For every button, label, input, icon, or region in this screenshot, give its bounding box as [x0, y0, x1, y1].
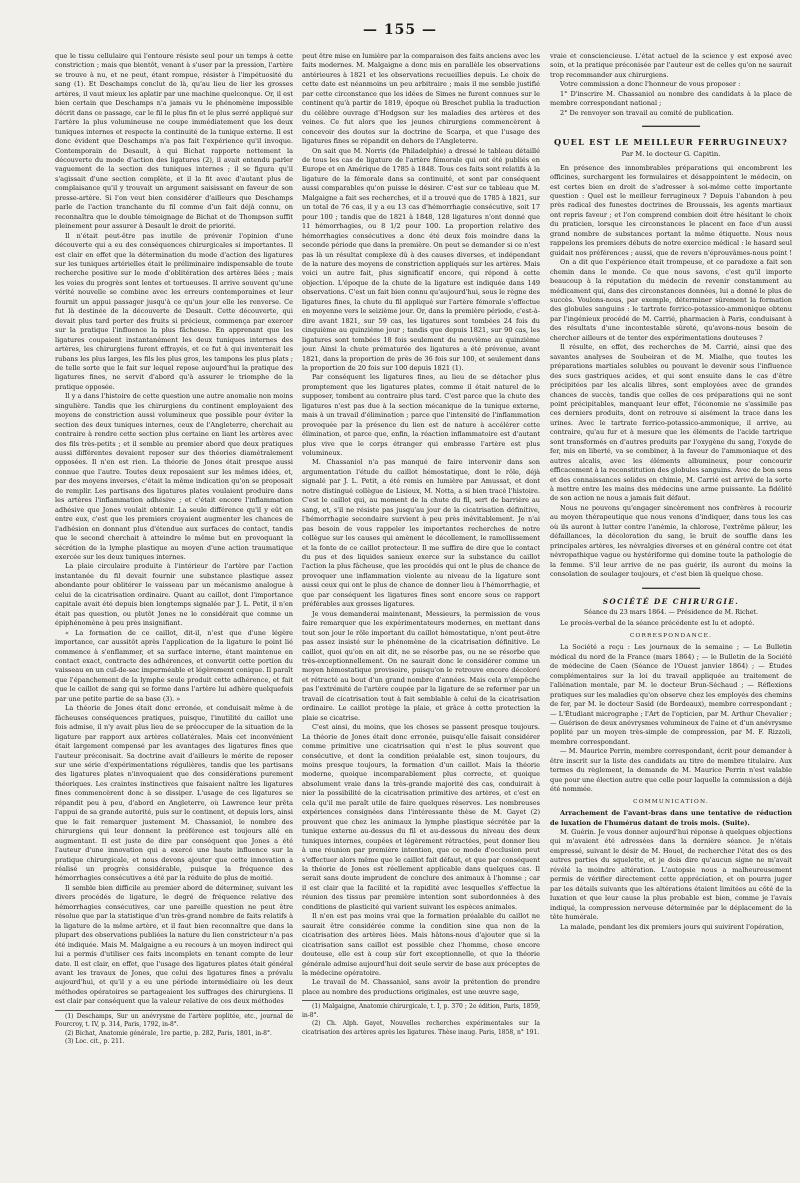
- paragraph: La théorie de Jones était donc erronée, et conduisait même à de fâcheuses conséquences pratiques, puisque, l'inutilité du caillot une fois admise, il n'y avait plus lieu de se préoccuper de la situation de la ligature par rapport aux artères collatérales. Mais cet inconvénient était largement compensé par les avantages des ligatures fines que l'auteur préconisait. Sa doctrine avait d'ailleurs le mérite de reposer sur une série d'expérimentations régulières, tandis que les partisans des ligatures plates n'invoquaient que des considérations purement théoriques. Les craintes instinctives que faisaient naître les ligatures fines commencèrent donc à se dissiper. L'usage de ces ligatures se répandit peu à peu, d'abord en Angleterre, où Lawrence leur prêta l'appui de sa grande autorité, puis sur le continent, et depuis lors, ainsi que le fait remarquer justement M. Chassaniol, le nombre des chirurgiens qui leur donnent la préférence est toujours allé en augmentant. Il est juste de dire par conséquent que Jones a été l'auteur d'une innovation qui a exercé une haute influence sur la pratique chirurgicale, et nous devons ajouter que cette innovation a réalisé un progrès considérable, puisque la fréquence des hémorrhagies consécutives a été par la réduite de plus de moitié.: [55, 704, 293, 883]
- page-number: — 155 —: [363, 22, 437, 38]
- paragraph: Le travail de M. Chassaniol, sans avoir la prétention de prendre place au nombre des productions originales, est une œuvre sage,: [302, 978, 540, 996]
- paragraph: vraie et consciencieuse. L'état actuel de la science y est exposé avec soin, et la pratique préconisée par l'auteur est de celles qu'on ne saurait trop recommander aux chirurgiens.: [550, 52, 792, 79]
- paragraph: « La formation de ce caillot, dit-il, n'est que d'une légère importance, car aussitôt après l'application de la ligature le point lié commence à s'enflammer, et sa surface interne, étant maintenue en contact exact, contracte des adhérences, et convertit cette portion du vaisseau en un cul-de-sac imperméable et légèrement conique. Il paraît que l'épanchement de la lymphe seule produit cette adhérence, et fait que le caillot de sang qui se forme dans l'artère lui adhère quelquefois par une petite partie de sa base (3). »: [55, 628, 293, 703]
- minutes-line: Le procès-verbal de la séance précédente est lu et adopté.: [560, 619, 755, 628]
- paragraph: La Société a reçu : Les journaux de la semaine ; — Le Bulletin médical du nord de la France (mars 1864) ; — le Bulletin de la Société de médecine de Caen (Séance de l'Ouest janvier 1864) ; — Études complémentaires sur la loi du travail appliquée au traitement de l'aliénation mentale, par M. le docteur Brun-Séchaud ; — Réflexions pratiques sur les maladies qu'on observe chez les employés des chemins de fer, par M. le docteur Sasid (de Bordeaux), membre correspondant ; — L'Étudiant micrographe ; l'Art de l'opticien, par M. Arthur Chevalier ; — Guérison de deux anévrysmes volumineux de l'aine et d'un anévrysme poplité par un moyen très-simple de compression, par M. F. Rizzoli, membre correspondant.: [550, 643, 792, 746]
- footnotes: [302, 1000, 540, 1037]
- communication-header: COMMUNICATION.: [633, 798, 709, 805]
- communication-title-text: Arrachement de l'avant-bras dans une tentative de réduction de luxation de l'humérus datant de trois mois. (Suite).: [550, 809, 792, 827]
- paragraph: Je vous demanderai maintenant, Messieurs, la permission de vous faire remarquer que les expérimentateurs modernes, en mettant dans tout son jour le rôle important du caillot hémostatique, n'ont peut-être pas assez insisté sur le phénomène de la cicatrisation définitive. Le caillot, quoi qu'on en ait dit, ne se résorbe pas, ou ne se résorbe que très-exceptionnellement. On ne saurait donc le considérer comme un moyen hémostatique provisoire, puisqu'on le retrouve encore décoloré et rétracté au bout d'un grand nombre d'années. Mais cela n'empêche pas l'extrémité de l'artère coupée par la ligature de se refermer par un travail de cicatrisation tout à fait semblable à celui de la cicatrisation ordinaire. Le caillot protège la plaie, et grâce à cette protection la plaie se cicatrise.: [302, 609, 540, 722]
- footnotes: [55, 1010, 293, 1047]
- communication-title: [550, 809, 792, 828]
- paragraph: M. Chassaniol n'a pas manqué de faire intervenir dans son argumentation l'étude du caillot hémostatique, dont le rôle, déjà signalé par J. L. Petit, a été remis en lumière par Amussat, et dont notre distingué collègue de Lisieux, M. Notta, a si bien tracé l'histoire. C'est le caillot qui, au moment de la chute du fil, sert de barrière au sang, et, s'il ne résiste pas jusqu'au jour de la cicatrisation définitive, l'hémorrhagie secondaire survient à peu près inévitablement. Je n'ai pas besoin de vous rappeler les importantes recherches de notre collègue sur les causes qui amènent le décollement, le ramollissement et la fonte de ce caillot protecteur. Il me suffira de dire que le contact du pus et des liquides sanieux exerce sur la substance du caillot l'action la plus fâcheuse, que les procédés qui ont le plus de chance de provoquer une inflammation violente au niveau de la ligature sont aussi ceux qui ont le plus de chance de donner lieu à l'hémorrhagie, et que par conséquent les ligatures fines sont encore sous ce rapport préférables aux grosses ligatures.: [302, 458, 540, 609]
- paragraph: Il y a dans l'histoire de cette question une autre anomalie non moins singulière. Tandis que les chirurgiens du continent employaient des moyens de constriction aussi volumineux que possible pour éviter la section des deux tuniques internes, ceux de l'Angleterre, cherchait au contraire à rendre cette section plus certaine en liant les artères avec des fils très-petits ; et il semble au premier abord que deux pratiques aussi différentes devaient reposer sur des théories diamétralement opposées. Il n'en est rien. La théorie de Jones était presque aussi connue que l'autre. Toutes deux reposaient sur les mêmes idées, et, par des moyens inverses, c'était la même indication qu'on se proposait de remplir. Les partisans des ligatures plates voulaient produire dans les artères l'inflammation adhésive ; et c'était encore l'inflammation adhésive que Jones voulait obtenir. La seule différence qu'il y eût en entre eux, c'est que les premiers croyaient augmenter les chances de l'adhésion en donnant plus d'étendue aux surfaces de contact, tandis que le second cherchait à atteindre le même but en provoquant la sécrétion de la lymphe plastique au moyen d'une action traumatique exercée sur les deux tuniques internes.: [55, 392, 293, 562]
- footnote: (2) Ch. Alph. Gayet, Nouvelles recherches expérimentales sur la cicatrisation des artères après les ligatures. Thèse inaug. Paris, 1858, n° 191.: [302, 1020, 540, 1036]
- paragraph: Par conséquent les ligatures fines, au lieu de se détacher plus promptement que les ligatures plates, comme il était naturel de le supposer, tombent au contraire plus tard. C'est parce que la chute des ligatures n'est pas due à la section mécanique de la tunique externe, mais à un travail d'élimination ; parce que l'intensité de l'inflammation provoquée par la présence du lien est de nature à accélérer cette élimination, et parce que, enfin, la réaction inflammatoire est d'autant plus vive que le corps étranger qui embrasse l'artère est plus volumineux.: [302, 373, 540, 458]
- society-header: SOCIÉTÉ DE CHIRURGIE.: [602, 596, 740, 606]
- paragraph: Il n'en est pas moins vrai que la formation préalable du caillot ne saurait être considérée comme la condition sine qua non de la cicatrisation des artères liées. Mais hâtons-nous d'ajouter que si la cicatrisation sans caillot est possible chez l'homme, chose encore douteuse, elle est à coup sûr fort exceptionnelle, et que la théorie générale admise aujourd'hui doit seule servir de base aux préceptes de la médecine opératoire.: [302, 912, 540, 977]
- session-line: Séance du 23 mars 1864. — Présidence de M. Richet.: [583, 608, 759, 617]
- paragraph: Nous ne pouvons qu'engager sincèrement nos confrères à recourir au moyen thérapeutique que nous venons d'indiquer, dans tous les cas où ils auront à lutter contre l'anémie, la chlorose, l'extrême pâleur, les défaillances, la décoloration du sang, le bruit de souffle dans les principales artères, les névralgies diverses et en général contre cet état névropathique vague ou hystériforme qui domine toute la pathologie de la femme. S'il leur arrive de ne pas guérir, ils auront du moins la consolation de soulager toujours, et c'est bien là quelque chose.: [550, 503, 792, 579]
- paragraph: 1° D'inscrire M. Chassaniol au nombre des candidats à la place de membre correspondant national ;: [550, 89, 792, 108]
- footnote: (2) Bichat, Anatomie générale, 1re partie, p. 282, Paris, 1801, in-8°.: [65, 1029, 272, 1037]
- paragraph: que le tissu cellulaire qui l'entoure résiste seul pour un temps à cette constriction ; mais que bientôt, venant à s'user par la pression, l'artère se trouve à nu, et ne peut, étant rompue, résister à l'impétuosité du sang (1). Et Deschamps conclut de là, qu'au lieu de lier les grosses artères, il vaut mieux les aplatir par une machine quelconque. Or, il est bien certain que Deschamps n'a jamais vu le phénomène impossible décrit dans ce passage, car le fil le plus fin et le plus serré appliqué sur l'artère la plus volumineuse ne coupe immédiatement que les deux tuniques internes et respecte la continuité de la tunique externe. Il est donc évident que Deschamps n'a pas fait l'expérience qu'il invoque. Contemporain de Desault, à qui Bichat rapporte nettement la découverte du mode d'action des ligatures (2), il avait entendu parler vaguement de la section des tuniques internes ; il se figura qu'il s'agissait d'une section complète, et il la fit avec d'autant plus de complaisance qu'il y trouvait un argument saisissant en faveur de son presse-artère. Si l'on veut bien considérer d'ailleurs que Deschamps parle de l'action tranchante du fil comme d'un fait déjà connu, on reconnaîtra que le double témoignage de Bichat et de Thompson suffit pleinement pour assurer à Desault le droit de priorité.: [55, 52, 293, 231]
- paragraph: On a dit que l'expérience était trompeuse, et ce paradoxe a fait son chemin dans le monde. Ce que nous savons, c'est qu'il importe beaucoup à la réputation du médecin de revenir constamment au médicament qui, dans des circonstances données, lui a donné le plus de succès. Voulons-nous, par exemple, déterminer sûrement la formation des globules sanguins : le tartrate ferrico-potassico-ammonique obtenu par l'ingénieux procédé de M. Carrié, pharmacien à Paris, conduisant à des résultats d'une incontestable sûreté, qu'avons-nous besoin de chercher ailleurs et de tenter des expérimentations douteuses ?: [550, 258, 792, 342]
- column-left: [55, 52, 293, 1157]
- correspondence-header: CORRESPONDANCE.: [629, 632, 713, 639]
- paragraph: Il résulte, en effet, des recherches de M. Carrié, ainsi que des savantes analyses de Soubeiran et de M. Mialhe, que toutes les préparations martiales solubles ou pouvant le devenir sous l'influence des sucs gastriques acides, et qui sont ensuite dans le cas d'être précipitées par les alcalis libres, sont employées avec de grandes chances de succès, tandis que celles de ces préparations qui ne sont point précipitables, manquant leur effet, l'économie ne s'assimile pas ces derniers produits, dont on retrouve si aisément la trace dans les urines. Avec le tartrate ferrico-potassico-ammonique, il arrive, au contraire, qu'au fur et à mesure que les éléments de l'acide tartrique sont transformés en d'autres produits par l'oxygène du sang, l'oxyde de fer, mis en liberté, va se combiner, à la faveur de l'ammoniaque et des autres alcalis, avec les éléments albumineux, pour concourir efficacement à la reconstitution des globules sanguins. Avec de bon sens et des connaissances solides en chimie, M. Carrié est arrivé de la sorte à mettre entre les mains des médecins une arme puissante. La fidélité de son action ne nous a jamais fait défaut.: [550, 343, 792, 503]
- paragraph: En présence des innombrables préparations qui encombrent les officines, surchargent les formulaires et désappointent le médecin, on est certes bien en droit de s'adresser à soi-même cette importante question : Quel est le meilleur ferrugineux ? Depuis l'abandon à peu près radical des funestes doctrines de Broussais, les agents martiaux ont repris faveur ; et l'on comprend combien doit être hésitant le choix du praticien, lorsque les circonstances le placent en face d'un aussi grand nombre de substances portant la même étiquette. Nous nous rappelons les premiers débuts de notre exercice médical : le hasard seul guidait nos préférences ; aussi, que de revers n'éprouvâmes-nous point !: [550, 163, 792, 257]
- article-title: QUEL EST LE MEILLEUR FERRUGINEUX?: [554, 137, 788, 148]
- column-right: [550, 52, 792, 1157]
- paragraph: C'est ainsi, du moins, que les choses se passent presque toujours. La théorie de Jones était donc erronée, puisqu'elle faisait considérer comme primitive une cicatrisation qui n'est le plus souvent que consécutive, et dont la condition préalable est, sinon toujours, du moins presque toujours, la formation d'un caillot. Mais la théorie moderne, quoique incomparablement plus correcte, et quoique absolument vraie dans la très-grande majorité des cas, conduirait à nier la possibilité de la cicatrisation primitive des artères, et c'est en cela qu'il me paraît utile de faire quelques réserves. Les nombreuses expériences consignées dans l'intéressante thèse de M. Gayet (2) prouvent que chez les animaux la lymphe plastique sécrétée par la tunique externe au-dessus du fil et au-dessous du niveau des deux tuniques internes, coupées et légèrement rétractées, peut donner lieu à une réunion par première intention, que ce mode d'occlusion peut s'effectuer alors même que le caillot fait défaut, et que par conséquent la théorie de Jones est réellement applicable dans quelques cas. Il serait sans doute imprudent de conclure des animaux à l'homme ; car il est clair que la facilité et la rapidité avec lesquelles s'effectue la réunion des tissus par première intention sont subordonnées à des conditions de plasticité qui varient suivant les espèces animales.: [302, 723, 540, 911]
- ornamental-rule: ━━━━━━━━━━━━: [642, 122, 700, 132]
- paragraph: Votre commission a donc l'honneur de vous proposer :: [560, 80, 741, 89]
- paragraph: Il n'était peut-être pas inutile de prévenir l'opinion d'une découverte qui a eu des conséquences chirurgicales si importantes. Il est clair en effet que la détermination du mode d'action des ligatures sur les tuniques artérielles était le préliminaire indispensable de toute recherche positive sur le mode d'oblitération des artères liées ; mais les voies du progrès sont lentes et tortueuses. Il arrive souvent qu'une vérité nouvelle se combine avec les erreurs contemporaines et leur fournit un appui passager jusqu'à ce qu'un jour elle les renverse. Ce fut là destinée de la découverte de Desault. Cette découverte, qui devait plus tard porter des fruits si précieux, commença par exercer sur la pratique l'influence la plus fâcheuse. En apprenant que les ligatures coupaient instantanément les deux tuniques internes des artères, les chirurgiens furent effrayés, et ce fut à qui inventerait les rubans les plus larges, les fils les plus gros, les tampons les plus plats ; de telle sorte que le fait sur lequel repose aujourd'hui la pratique des ligatures fines, ne servit d'abord qu'à assurer le triomphe de la pratique opposée.: [55, 231, 293, 391]
- ornamental-rule: ━━━━━━━━━━━━: [642, 583, 700, 593]
- paragraph: La plaie circulaire produite à l'intérieur de l'artère par l'action instantanée du fil devait fournir une substance plastique assez abondante pour oblitérer le vaisseau par un mécanisme analogue à celui de la cicatrisation ordinaire. Quant au caillot, dont l'importance capitale avait été depuis bien longtemps signalée par J. L. Petit, il n'en était pas question, ou plutôt Jones ne le considérait que comme un épiphénomène à peu près insignifiant.: [55, 562, 293, 628]
- footnote: (1) Deschamps, Sur un anévrysme de l'artère poplitée, etc., journal de Fourcroy, t. IV, p. 314, Paris, 1792, in-8°.: [55, 1012, 293, 1029]
- article-author: Par M. le docteur G. Capitin.: [621, 150, 721, 159]
- column-middle: [302, 52, 540, 1157]
- footnote: (3) Loc. cit., p. 211.: [65, 1038, 125, 1046]
- paragraph: La malade, pendant les dix premiers jours qui suivirent l'opération,: [560, 922, 785, 931]
- paragraph: Il semble bien difficile au premier abord de déterminer, suivant les divers procédés de ligature, le degré de fréquence relative des hémorrhagies consécutives, car une pareille question ne peut être résolue que par la statistique d'un très-grand nombre de faits relatifs à la ligature de la même artère, et il faut bien reconnaître que dans la plupart des observations publiées la nature du lien constricteur n'a pas été indiquée. Mais M. Malgaigne a eu recours à un moyen indirect qui lui a permis d'utiliser ces faits incomplets en tenant compte de leur date. Il est clair, en effet, que l'usage des ligatures plates était général avant les travaux de Jones, que celui des ligatures fines a prévalu aujourd'hui, et qu'il y a eu une période intermédiaire où les deux méthodes opératoires se partageaient les suffrages des chirurgiens. Il est clair par conséquent que la valeur relative de ces deux méthodes: [55, 883, 293, 1006]
- paragraph: M. Guérin. Je vous donner aujourd'hui réponse à quelques objections qui m'avaient été adressées dans la dernière séance. Je n'étais empressé, suivant le désir de M. Houel, de rechercher l'état des os des autres parties du squelette, et je dois dire qu'aucun signe ne m'avait révélé la moindre altération. L'autopsie nous a malheureusement permis de vérifier directement cette appréciation, et on pourra juger par les détails suivants que les altérations étaient limitées au côté de la luxation et que leur cause la plus probable est bien, comme je l'avais indiqué, la compression nerveuse déterminée par le déplacement de la tête humérale.: [550, 827, 792, 922]
- paragraph: peut être mise en lumière par la comparaison des faits anciens avec les faits modernes. M. Malgaigne a donc mis en parallèle les observations antérieures à 1821 et les observations recueillies depuis. Le choix de cette date est néanmoins un peu arbitraire ; mais il me semble justifié par cette circonstance que les idées de Simes ne furent connues sur le continent qu'à partir de 1819, époque où Breschet publia la traduction du célèbre ouvrage d'Hodgson sur les maladies des artères et des veines. Ce fut alors que les jeunes chirurgiens commencèrent à concevoir des doutes sur la doctrine de Scarpa, et que l'usage des ligatures fines se répandit en dehors de l'Angleterre.: [302, 52, 540, 146]
- footnote: (1) Malgaigne, Anatomie chirurgicale, t. I, p. 370 ; 2e édition, Paris, 1859, in-8°.: [302, 1003, 540, 1019]
- paragraph: — M. Maurice Perrin, membre correspondant, écrit pour demander à être inscrit sur la liste des candidats au titre de membre titulaire. Aux termes du règlement, la demande de M. Maurice Perrin n'est valable que pour une élection autre que celle pour laquelle la commission a déjà été nommée.: [550, 747, 792, 794]
- paragraph: 2° De renvoyer son travail au comité de publication.: [560, 108, 734, 117]
- paragraph: On sait que M. Norris (de Philadelphie) a dressé le tableau détaillé de tous les cas de ligature de l'artère fémorale qui ont été publiés en Europe et en Amérique de 1785 à 1848. Tous ces faits sont relatifs à la ligature de la fémorale dans sa continuité, et sont par conséquent aussi comparables qu'on puisse le désirer. C'est sur ce tableau que M. Malgaigne a fait ses recherches, et il a trouvé que de 1785 à 1821, sur un total de 76 cas, il y a eu 13 cas d'hémorrhagie consécutive, soit 17 pour 100 ; tandis que de 1821 à 1848, 128 ligatures n'ont donné que 11 hémorrhagies, ou 8 1/2 pour 100. La proportion relative des hémorrhagies consécutives a donc été deux fois moindre dans la seconde période que dans la première. On peut se demander si ce n'est pas là un résultat complexe dû à des causes diverses, et indépendant de la nature des moyens de constriction appliqués sur les artères. Mais voici un autre fait, plus significatif encore, qui répond à cette objection. L'époque de la chute de la ligature est indiquée dans 149 observations. C'est un fait bien connu qu'aujourd'hui, sous le règne des ligatures fines, la chute du fil appliqué sur l'artère fémorale s'effectue en moyenne vers le seizième jour. Or, dans la première période, c'est-à-dire avant 1821, sur 59 cas, les ligatures sont tombées 24 fois du cinquième au quinzième jour ; tandis que depuis 1821, sur 90 cas, les ligatures sont tombées 18 fois seulement du neuvième au quinzième jour. Ainsi la chute prématurée des ligatures a été prévenue, avant 1821, dans la proportion de près de 36 fois sur 100, et seulement dans la proportion de 20 fois sur 100 depuis 1821 (1).: [302, 146, 540, 372]
